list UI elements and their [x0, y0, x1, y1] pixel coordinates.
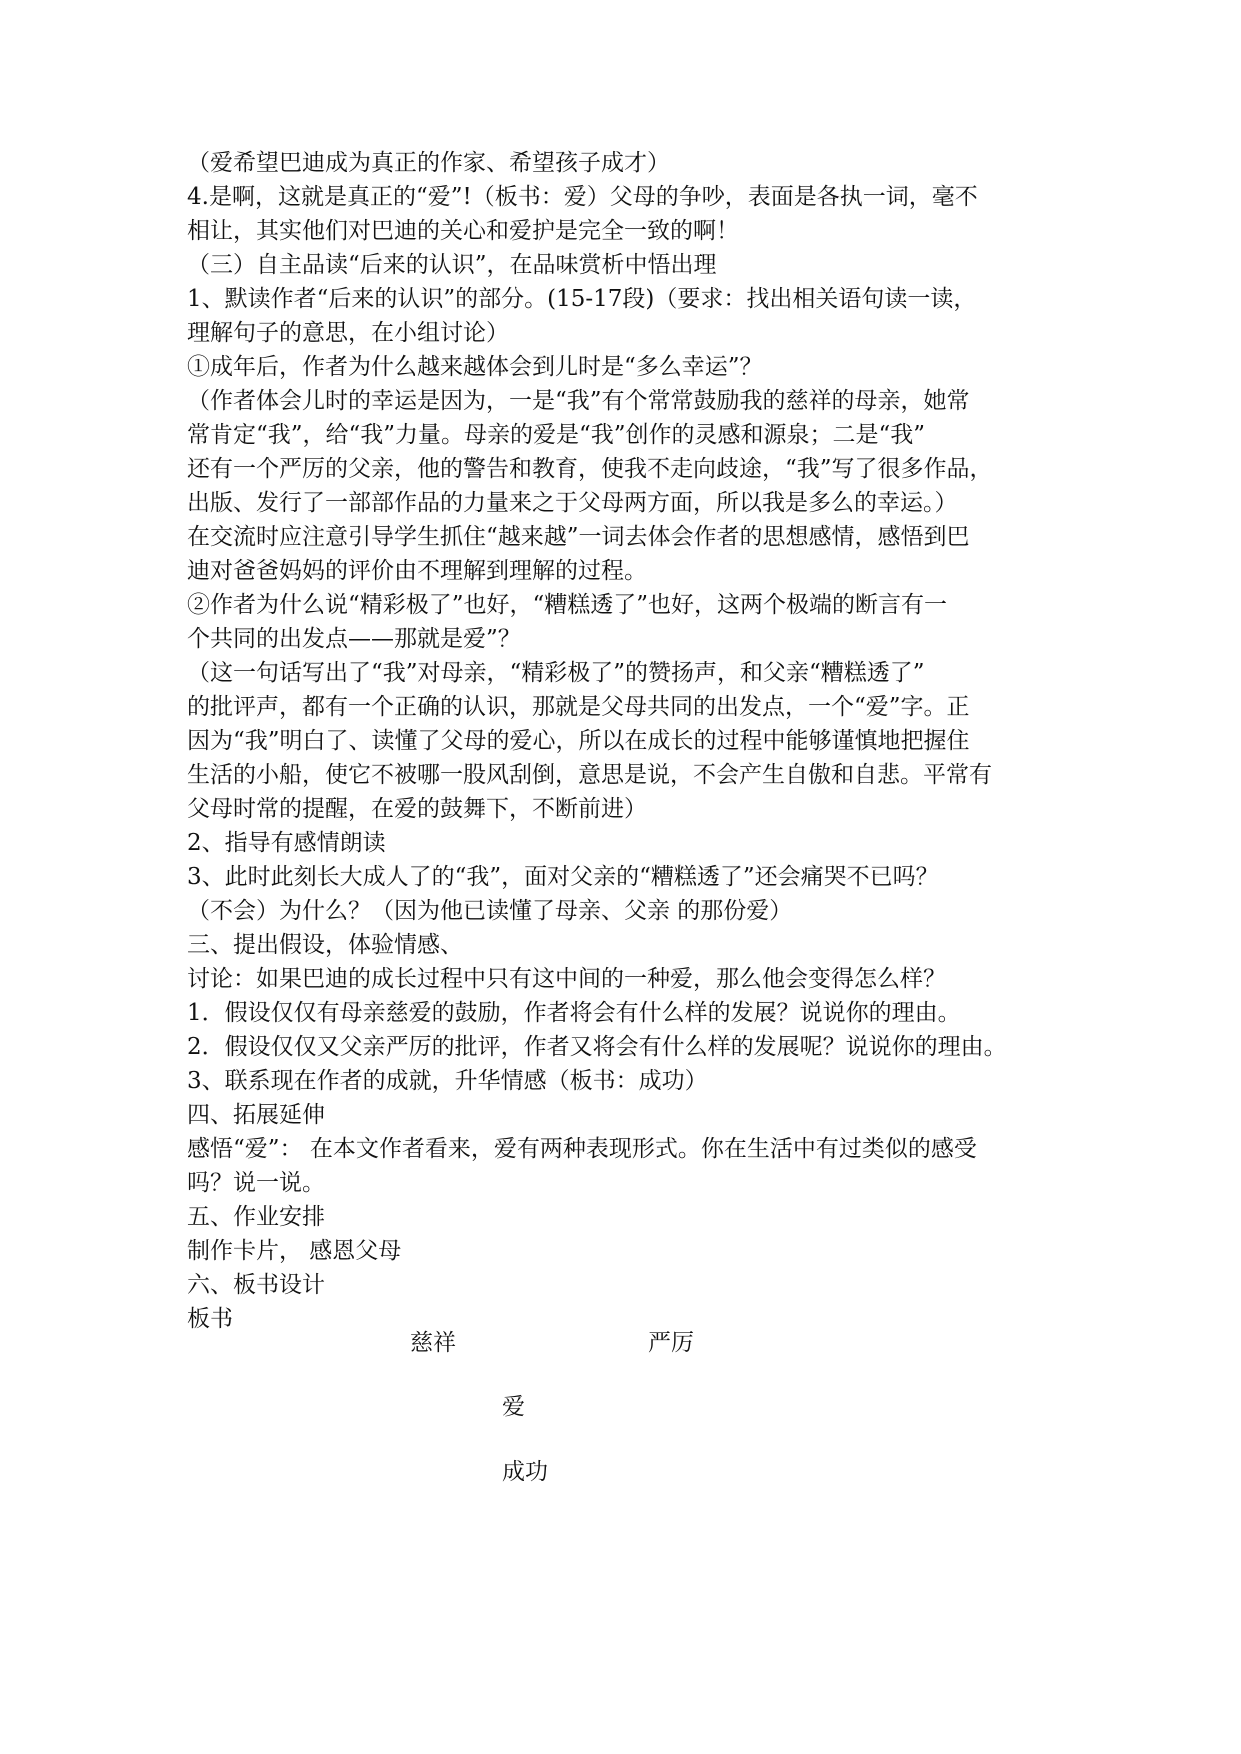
question-line: ②作者为什么说“精彩极了”也好，“糟糕透了”也好，这两个极端的断言有一	[187, 592, 948, 618]
text-line: 感悟“爱”： 在本文作者看来，爱有两种表现形式。你在生活中有过类似的感受	[187, 1136, 977, 1162]
text-line: 常肯定“我”，给“我”力量。母亲的爱是“我”创作的灵感和源泉；二是“我”	[187, 422, 926, 448]
text-line: 板书	[187, 1306, 233, 1332]
text-line: 生活的小船，使它不被哪一股风刮倒，意思是说，不会产生自傲和自悲。平常有	[187, 762, 992, 788]
text-line: 1、默读作者“后来的认识”的部分。(15-17段)（要求：找出相关语句读一读，	[187, 286, 977, 312]
text-line: 迪对爸爸妈妈的评价由不理解到理解的过程。	[187, 558, 647, 584]
board-word-ai: 爱	[502, 1394, 525, 1420]
question-line: ①成年后，作者为什么越来越体会到儿时是“多么幸运”？	[187, 354, 763, 380]
text-line: （爱希望巴迪成为真正的作家、希望孩子成才）	[187, 150, 670, 176]
text-line: 3、联系现在作者的成就，升华情感（板书：成功）	[187, 1068, 708, 1094]
section-heading: 六、板书设计	[187, 1272, 325, 1298]
text-line: （这一句话写出了“我”对母亲，“精彩极了”的赞扬声，和父亲“糟糕透了”	[187, 660, 925, 686]
text-line: 在交流时应注意引导学生抓住“越来越”一词去体会作者的思想感情，感悟到巴	[187, 524, 970, 550]
text-line: 的批评声，都有一个正确的认识，那就是父母共同的出发点，一个“爱”字。正	[187, 694, 970, 720]
text-line: 吗？说一说。	[187, 1170, 325, 1196]
section-heading: 四、拓展延伸	[187, 1102, 325, 1128]
document-body	[187, 146, 1067, 1336]
text-line: 3、此时此刻长大成人了的“我”，面对父亲的“糟糕透了”还会痛哭不已吗？	[187, 864, 939, 890]
text-line: 因为“我”明白了、读懂了父母的爱心，所以在成长的过程中能够谨慎地把握住	[187, 728, 970, 754]
text-line: 个共同的出发点——那就是爱”？	[187, 626, 521, 652]
text-line: 相让，其实他们对巴迪的关心和爱护是完全一致的啊！	[187, 218, 739, 244]
text-line: 2、指导有感情朗读	[187, 830, 386, 856]
text-line: 制作卡片， 感恩父母	[187, 1238, 402, 1264]
board-word-ci-xiang: 慈祥	[410, 1330, 456, 1356]
section-heading: 五、作业安排	[187, 1204, 325, 1230]
text-line: 1．假设仅仅有母亲慈爱的鼓励，作者将会有什么样的发展？说说你的理由。	[187, 1000, 961, 1026]
text-line: （作者体会儿时的幸运是因为，一是“我”有个常常鼓励我的慈祥的母亲，她常	[187, 388, 970, 414]
text-line: 出版、发行了一部部作品的力量来之于父母两方面，所以我是多么的幸运。）	[187, 490, 958, 516]
board-word-cheng-gong: 成功	[502, 1459, 548, 1485]
board-word-yan-li: 严厉	[648, 1330, 694, 1356]
text-line: （不会）为什么？（因为他已读懂了母亲、父亲 的那份爱）	[187, 898, 793, 924]
text-line: 父母时常的提醒，在爱的鼓舞下，不断前进）	[187, 796, 647, 822]
text-line: 2．假设仅仅又父亲严厉的批评，作者又将会有什么样的发展呢？说说你的理由。	[187, 1034, 1007, 1060]
section-heading: （三）自主品读“后来的认识”，在品味赏析中悟出理	[187, 252, 717, 278]
text-line: 4.是啊，这就是真正的“爱”!（板书：爱）父母的争吵，表面是各执一词，毫不	[187, 184, 978, 210]
text-line: 理解句子的意思，在小组讨论）	[187, 320, 509, 346]
text-line: 讨论：如果巴迪的成长过程中只有这中间的一种爱，那么他会变得怎么样？	[187, 966, 946, 992]
section-heading: 三、提出假设，体验情感、	[187, 932, 463, 958]
text-line: 还有一个严厉的父亲，他的警告和教育，使我不走向歧途，“我”写了很多作品，	[187, 456, 993, 482]
